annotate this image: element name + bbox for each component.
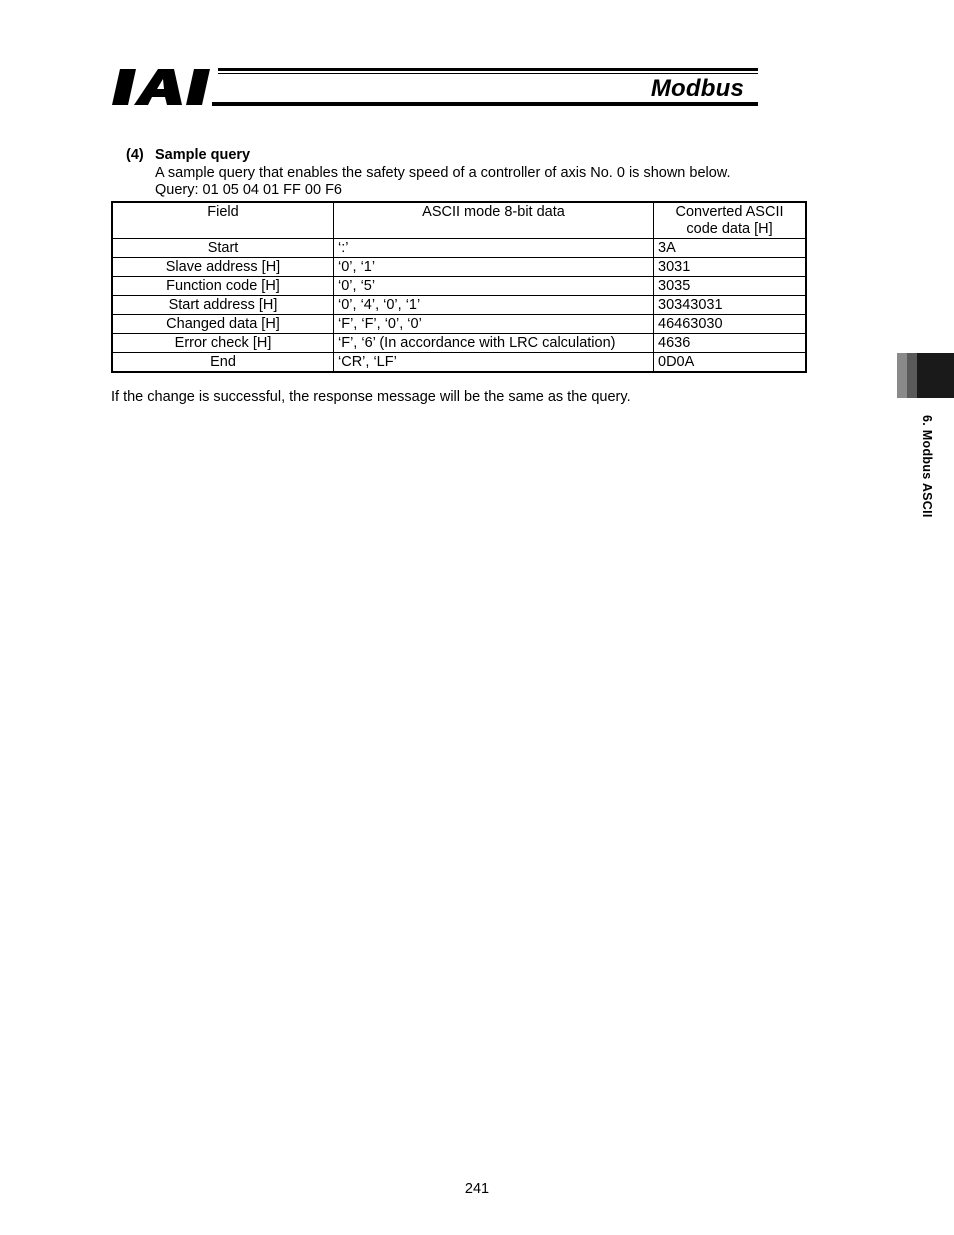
cell-code: 46463030: [654, 315, 807, 334]
cell-ascii: ‘:’: [334, 239, 654, 258]
query-line: Query: 01 05 04 01 FF 00 F6: [155, 182, 342, 198]
sample-query-section: [126, 147, 731, 200]
section-number: (4): [126, 147, 144, 163]
table-row: [112, 239, 806, 258]
cell-field: End: [112, 353, 334, 373]
chapter-tab-block: [917, 353, 954, 398]
cell-code: 3031: [654, 258, 807, 277]
table-row: [112, 277, 806, 296]
cell-field: Start address [H]: [112, 296, 334, 315]
cell-ascii: ‘F’, ‘6’ (In accordance with LRC calculation): [334, 334, 654, 353]
table-row: [112, 334, 806, 353]
iai-logo: [112, 67, 212, 107]
header-field: Field: [112, 202, 334, 239]
cell-field: Changed data [H]: [112, 315, 334, 334]
page-number: 241: [464, 1181, 490, 1197]
cell-field: Start: [112, 239, 334, 258]
section-heading: [126, 147, 731, 165]
table-row: [112, 258, 806, 277]
cell-field: Slave address [H]: [112, 258, 334, 277]
header-converted-code: Converted ASCII code data [H]: [654, 202, 807, 239]
cell-code: 30343031: [654, 296, 807, 315]
table-row: [112, 296, 806, 315]
cell-code: 3A: [654, 239, 807, 258]
header-rule-top: [218, 68, 758, 71]
response-note: If the change is successful, the response message will be the same as the query.: [111, 389, 631, 405]
table-row: [112, 353, 806, 373]
cell-ascii: ‘CR’, ‘LF’: [334, 353, 654, 373]
cell-code: 4636: [654, 334, 807, 353]
header-rule-top-thin: [218, 73, 758, 74]
header-title: Modbus: [650, 75, 744, 102]
chapter-label: 6. Modbus ASCII: [920, 415, 934, 518]
cell-field: Function code [H]: [112, 277, 334, 296]
cell-field: Error check [H]: [112, 334, 334, 353]
cell-code: 0D0A: [654, 353, 807, 373]
cell-code: 3035: [654, 277, 807, 296]
header-ascii-data: ASCII mode 8-bit data: [334, 202, 654, 239]
section-intro: A sample query that enables the safety speed of a controller of axis No. 0 is shown below.: [155, 164, 731, 181]
table-row: [112, 315, 806, 334]
table-header-row: [112, 202, 806, 239]
chapter-tab: [897, 353, 954, 398]
cell-ascii: ‘0’, ‘4’, ‘0’, ‘1’: [334, 296, 654, 315]
cell-ascii: ‘F’, ‘F’, ‘0’, ‘0’: [334, 315, 654, 334]
sample-query-table: [111, 201, 807, 373]
chapter-tab-stripe-mid: [907, 353, 917, 398]
cell-ascii: ‘0’, ‘1’: [334, 258, 654, 277]
section-title: Sample query: [155, 147, 251, 163]
cell-ascii: ‘0’, ‘5’: [334, 277, 654, 296]
chapter-tab-stripe-light: [897, 353, 907, 398]
